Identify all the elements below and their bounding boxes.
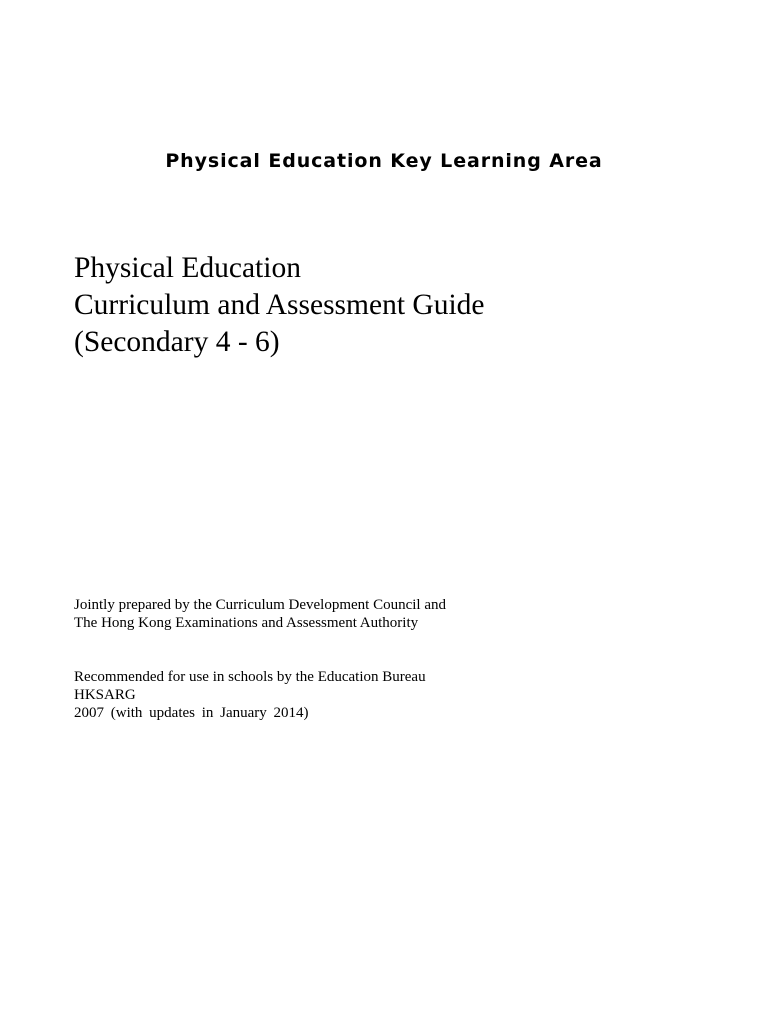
title-line-guide: Curriculum and Assessment Guide [74, 289, 485, 321]
key-learning-area-heading: Physical Education Key Learning Area [165, 150, 603, 172]
title-line-subject: Physical Education [74, 252, 301, 284]
prepared-by-line-2: The Hong Kong Examinations and Assessment Authority [74, 615, 419, 631]
recommendation-line: Recommended for use in schools by the Education Bureau [74, 669, 426, 685]
document-title [74, 250, 485, 361]
edition-date-line: 2007 (with updates in January 2014) [74, 705, 309, 721]
prepared-by-statement [74, 596, 446, 632]
issuer-line: HKSARG [74, 687, 136, 703]
recommendation-statement [74, 668, 426, 722]
title-line-level: (Secondary 4 - 6) [74, 326, 280, 358]
prepared-by-line-1: Jointly prepared by the Curriculum Development Council and [74, 597, 446, 613]
